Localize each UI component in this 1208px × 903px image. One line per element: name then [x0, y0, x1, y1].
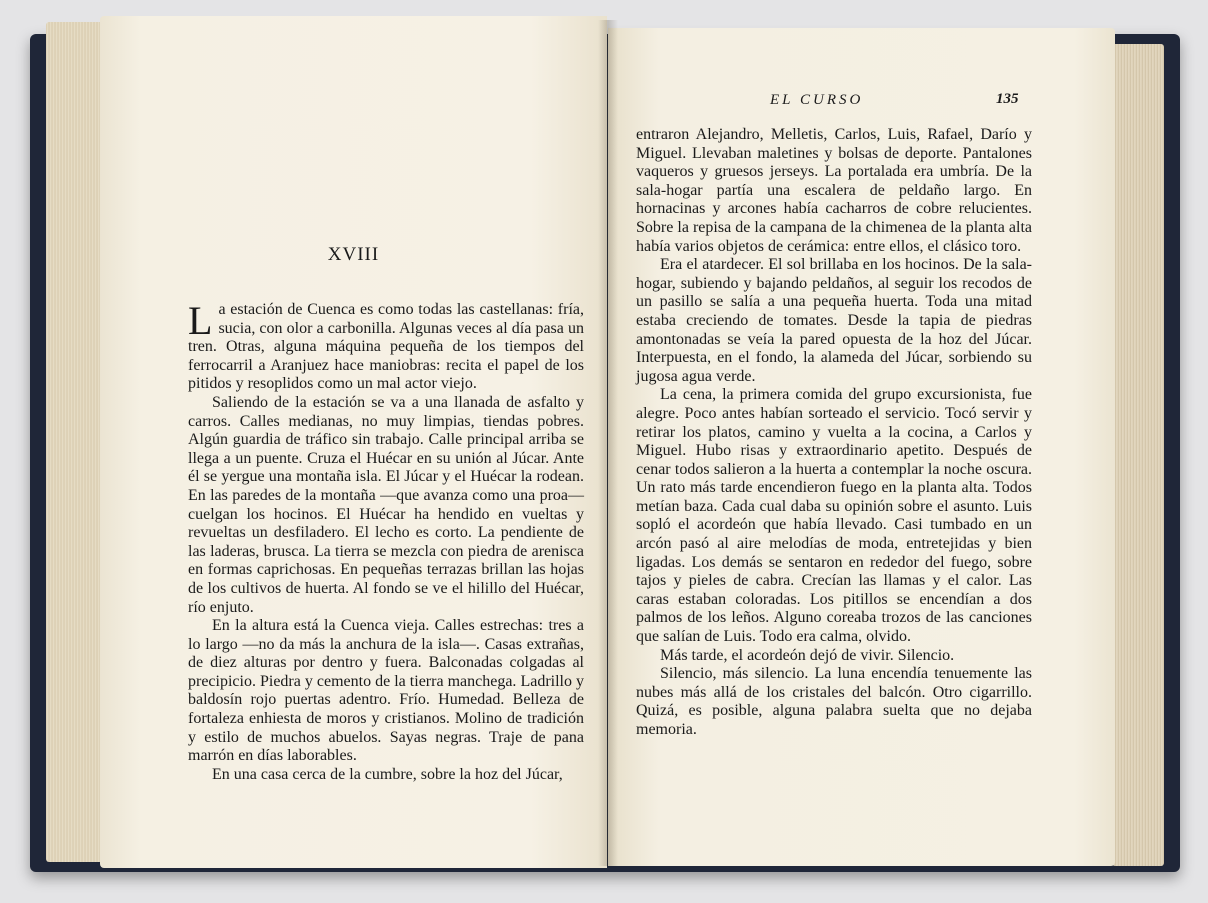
- left-page: [100, 16, 607, 868]
- page-edges-left: [46, 22, 106, 862]
- page-number: 135: [996, 91, 1019, 107]
- running-head: EL CURSO: [770, 92, 864, 108]
- page-edges-right: [1112, 44, 1164, 866]
- paragraph: Saliendo de la estación se va a una llanada de asfalto y carros. Calles medianas, no muy limpias, tiendas pobres. Algún guardia de tráfico sin trabajo. Calle principal arriba se llega a un puente. Cruza el Huécar en su unión al Júcar. Ante él se yergue una montaña isla. El Júcar y el Huécar la rodean. En las paredes de la montaña —que avanza como una proa— cuelgan los hocinos. El Huécar ha hendido en vueltas y revueltas un desfiladero. El lecho es corto. La pendiente de las laderas, brusca. La tierra se mezcla con piedra de arenisca en formas caprichosas. En pequeñas terrazas brillan las hojas de los cultivos de huerta. Al fondo se ve el hilillo del Huécar, río enjuto.: [188, 393, 584, 616]
- right-page-text: [636, 126, 1032, 740]
- paragraph: La cena, la primera comida del grupo excursionista, fue alegre. Poco antes habían sorteado el servicio. Tocó servir y retirar los platos, camino y vuelta a la cocina, a Carlos y Miguel. Hubo risas y extraordinario apetito. Después de cenar todos salieron a la huerta a contemplar la noche oscura. Un rato más tarde encendieron fuego en la planta alta. Todos metían baza. Cada cual daba su opinión sobre el asunto. Luis sopló el acordeón que había llevado. Casi tumbado en un arcón pasó al aire melodías de moda, entretejidas y bien ligadas. Los demás se sentaron en rededor del fuego, sobre tajos y pieles de cabra. Crecían las llamas y el calor. Las caras estaban coloradas. Los pitillos se encendían a dos palmos de los leños. Alguno coreaba trozos de las canciones que salían de Luis. Todo era calma, olvido.: [636, 386, 1032, 646]
- first-paragraph-text: a estación de Cuenca es como todas las castellanas: fría, sucia, con olor a carbonilla. Algunas veces al día pasa un tren. Otras, alguna máquina pequeña de los tiempos del ferrocarril a Aranjuez hace maniobras: recita el papel de los pitidos y resoplidos como un mal actor viejo.: [188, 301, 584, 393]
- left-page-text: [188, 298, 584, 784]
- paragraph: entraron Alejandro, Melletis, Carlos, Luis, Rafael, Darío y Miguel. Llevaban maletines y bolsas de deporte. Pantalones vaqueros y gruesos jerseys. La portalada era umbría. De la sala-hogar partía una escalera de peldaño largo. En hornacinas y arcones había cacharros de cobre relucientes. Sobre la repisa de la campana de la chimenea de la planta alta había varios objetos de cerámica: entre ellos, el clásico toro.: [636, 126, 1032, 255]
- drop-cap: L: [188, 298, 213, 343]
- chapter-heading: XVIII: [327, 244, 380, 265]
- paragraph: Era el atardecer. El sol brillaba en los hocinos. De la sala-hogar, subiendo y bajando peldaños, al seguir los recodos de un pasillo se salía a una pequeña huerta. Toda una mitad estaba creciendo de tomates. Desde la tapia de piedras amontonadas se veía la pared opuesta de la hoz del Júcar. Interpuesta, en el fondo, la alameda del Júcar, sorbiendo su jugosa agua verde.: [636, 256, 1032, 385]
- book-gutter: [598, 20, 618, 866]
- right-page: [608, 28, 1115, 866]
- paragraph: En la altura está la Cuenca vieja. Calles estrechas: tres a lo largo —no da más la anchura de la isla—. Casas extrañas, de diez alturas por dentro y fuera. Balconadas colgadas al precipicio. Piedra y cemento de la tierra manchega. Ladrillo y baldosín rojo puertas adentro. Frío. Humedad. Belleza de fortaleza enhiesta de moros y cristianos. Molino de tradición y estilo de muchos abuelos. Sayas negras. Traje de pana marrón en días laborables.: [188, 617, 584, 765]
- paragraph: Más tarde, el acordeón dejó de vivir. Silencio.: [660, 646, 955, 664]
- paragraph: Silencio, más silencio. La luna encendía tenuemente las nubes más allá de los cristales del balcón. Otro cigarrillo. Quizá, es posible, alguna palabra suelta que no dejaba memoria.: [636, 665, 1032, 738]
- paragraph: En una casa cerca de la cumbre, sobre la hoz del Júcar,: [212, 765, 563, 783]
- first-paragraph: [188, 298, 584, 394]
